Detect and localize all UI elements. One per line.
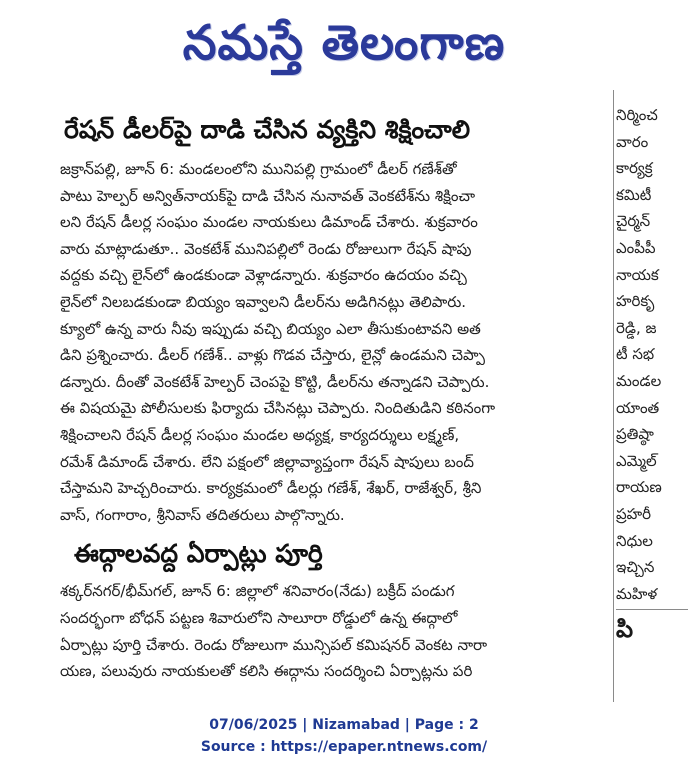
article1-line: డిని ప్రశ్నించారు. డీలర్ గణేశ్.. వాళ్లు గొడవ చేస్తారు, లైన్లో ఉండమని చెప్పా: [60, 346, 485, 365]
article1-body: [52, 156, 608, 528]
footer-date-edition: 07/06/2025 | Nizamabad | Page : 2: [209, 717, 479, 733]
article1-line: శిక్షించాలని రేషన్ డీలర్ల సంఘం మండల అధ్యక్ష, కార్యదర్శులు లక్ష్మణ్,: [60, 425, 460, 444]
article1-line: లని రేషన్ డీలర్ల సంఘం మండల నాయకులు డిమాండ్ చేశారు. శుక్రవారం: [60, 213, 478, 232]
main-column: [52, 90, 608, 702]
column-divider: [613, 90, 614, 702]
side-line: మహిళ: [616, 584, 658, 603]
footer: [0, 714, 688, 758]
side-line: ప్రతిష్ఠా: [616, 425, 654, 444]
side-line: ఎంపీపీ: [616, 238, 656, 257]
side-line: రెడ్డి, జ: [616, 318, 657, 337]
article1-line: వద్దకు వచ్చి లైన్‌లో ఉండకుండా వెళ్లాడన్నారు. శుక్రవారం ఉదయం వచ్చి: [60, 266, 467, 285]
article2-line: సందర్భంగా బోధన్ పట్టణ శివారులోని సాలూరా రోడ్డులో ఉన్న ఈద్గాలో: [60, 608, 458, 627]
side-line: యాంత: [616, 398, 660, 417]
article1-headline: రేషన్ డీలర్‌పై దాడి చేసిన వ్యక్తిని శిక్షించాలి: [64, 115, 471, 144]
article1-line: జక్రాన్‌పల్లి, జూన్ 6: మండలంలోని మునిపల్లి గ్రామంలో డీలర్ గణేశ్‌తో: [60, 160, 457, 178]
side-column: [616, 102, 688, 702]
side-line: హరికృ: [616, 292, 655, 311]
article2-headline: ఈద్గాలవద్ద ఏర్పాట్లు పూర్తి: [74, 539, 323, 569]
article1-line: క్యూలో ఉన్న వారు నీవు ఇప్పుడు వచ్చి బియ్యం ఎలా తీసుకుంటావని అత: [60, 319, 481, 338]
side-line: రాయణ: [616, 478, 662, 497]
article2-line: శక్కర్‌నగర్/భీమ్‌గల్, జూన్ 6: జిల్లాలో శనివారం(నేడు) బక్రీద్ పండుగ: [60, 582, 455, 601]
side-line: ఎమ్మెల్: [616, 451, 657, 470]
side-line: కార్యక్ర: [616, 159, 653, 178]
side-line: ప్రహరీ: [616, 504, 652, 523]
article2-line: ఏర్పాట్లు పూర్తి చేశారు. రెండు రోజులుగా మున్సిపల్ కమిషనర్ వెంకట నారా: [60, 635, 488, 654]
newspaper-masthead: నమస్తే తెలంగాణ: [182, 15, 506, 71]
article1-line: రమేశ్ డిమాండ్ చేశారు. లేని పక్షంలో జిల్లావ్యాప్తంగా రేషన్ షాపులు బంద్: [60, 452, 474, 471]
side-line: నిర్మించ: [616, 106, 658, 124]
side-line: కమిటీ: [616, 185, 652, 204]
footer-source: Source : https://epaper.ntnews.com/: [200, 739, 488, 755]
side-divider: [616, 609, 688, 610]
side-line: వారం: [616, 132, 649, 151]
article1-line: పాటు హెల్పర్ అన్విత్‌నాయక్‌పై దాడి చేసిన నునావత్ వెంకటేశ్‌ను శిక్షించా: [60, 186, 476, 205]
side-line: నిధుల: [616, 531, 653, 550]
side-line: మండల: [616, 371, 662, 390]
article1-line: వాస్, గంగారాం, శ్రీనివాస్ తదితరులు పాల్గొన్నారు.: [60, 505, 345, 524]
article1-line: వారు మాట్లాడుతూ.. వెంకటేశ్ మునిపల్లిలో రెండు రోజులుగా రేషన్ షాపు: [60, 239, 472, 258]
article1-line: లైన్‌లో నిలబడకుండా బియ్యం ఇవ్వాలని డీలర్‌ను అడిగినట్లు తెలిపారు.: [60, 292, 467, 311]
side-next-headline: పి: [616, 615, 634, 644]
article1-line: ఈ విషయమై పోలీసులకు ఫిర్యాదు చేసినట్లు చెప్పారు. నిందితుడిని కఠినంగా: [60, 399, 496, 418]
side-line: నాయక: [616, 265, 659, 284]
side-line: చైర్మన్: [616, 212, 651, 231]
article1-line: డన్నారు. దీంతో వెంకటేశ్ హెల్పర్ చెంపపై కొట్టి, డీలర్‌ను తన్నాడని చెప్పారు.: [60, 372, 490, 391]
epaper-clipping: [0, 90, 688, 702]
article1-line: చేస్తామని హెచ్చరించారు. కార్యక్రమంలో డీలర్లు గణేశ్, శేఖర్, రాజేశ్వర్, శ్రీని: [60, 479, 482, 498]
side-line: టీ సభ: [616, 345, 655, 364]
side-line: ఇచ్చిన: [616, 558, 655, 577]
article2-line: యణ, పలువురు నాయకులతో కలిసి ఈద్గాను సందర్శించి ఏర్పాట్లను పరి: [60, 662, 473, 681]
article2-body: [52, 578, 608, 684]
